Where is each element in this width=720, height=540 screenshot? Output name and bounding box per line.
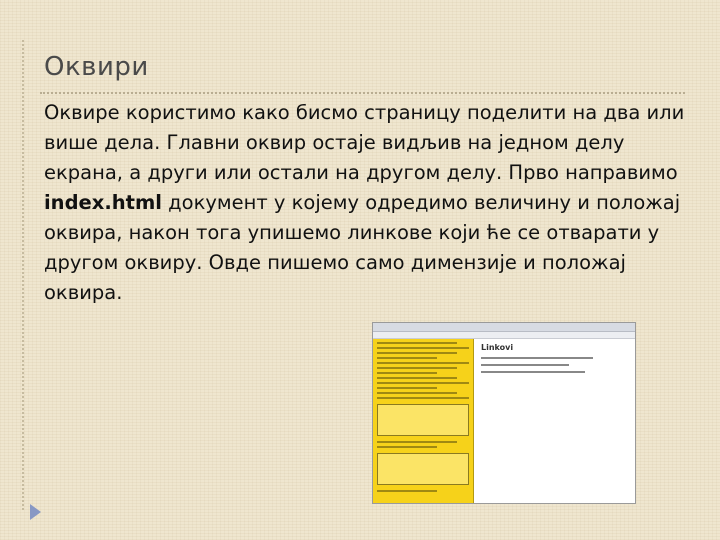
screenshot-table <box>377 404 469 436</box>
side-rule <box>22 40 24 510</box>
screenshot-right-frame <box>475 339 635 503</box>
title-divider <box>40 92 685 94</box>
screenshot-heading: Linkovi <box>481 343 514 352</box>
embedded-browser-screenshot <box>372 322 636 504</box>
screenshot-left-frame <box>373 339 474 503</box>
screenshot-table-2 <box>377 453 469 485</box>
screenshot-titlebar <box>373 323 635 332</box>
body-text-filename: index.html <box>44 191 162 214</box>
body-text-part1: Оквире користимо како бисмо страницу поделити на два или више дела. Главни оквир остаје видљив на једном делу екрана, а други или остали на другом делу. Прво направимо <box>44 101 685 184</box>
slide-body <box>44 98 694 308</box>
slide-title: Оквири <box>44 52 149 82</box>
screenshot-toolbar <box>373 332 635 339</box>
body-text-part2: документ у којему одредимо величину и положај оквира, након тога упишемо линкове који ће се отварати у другом оквиру. Овде пишемо само димензије и положај оквира. <box>44 191 681 304</box>
next-slide-arrow-icon[interactable] <box>30 504 41 520</box>
